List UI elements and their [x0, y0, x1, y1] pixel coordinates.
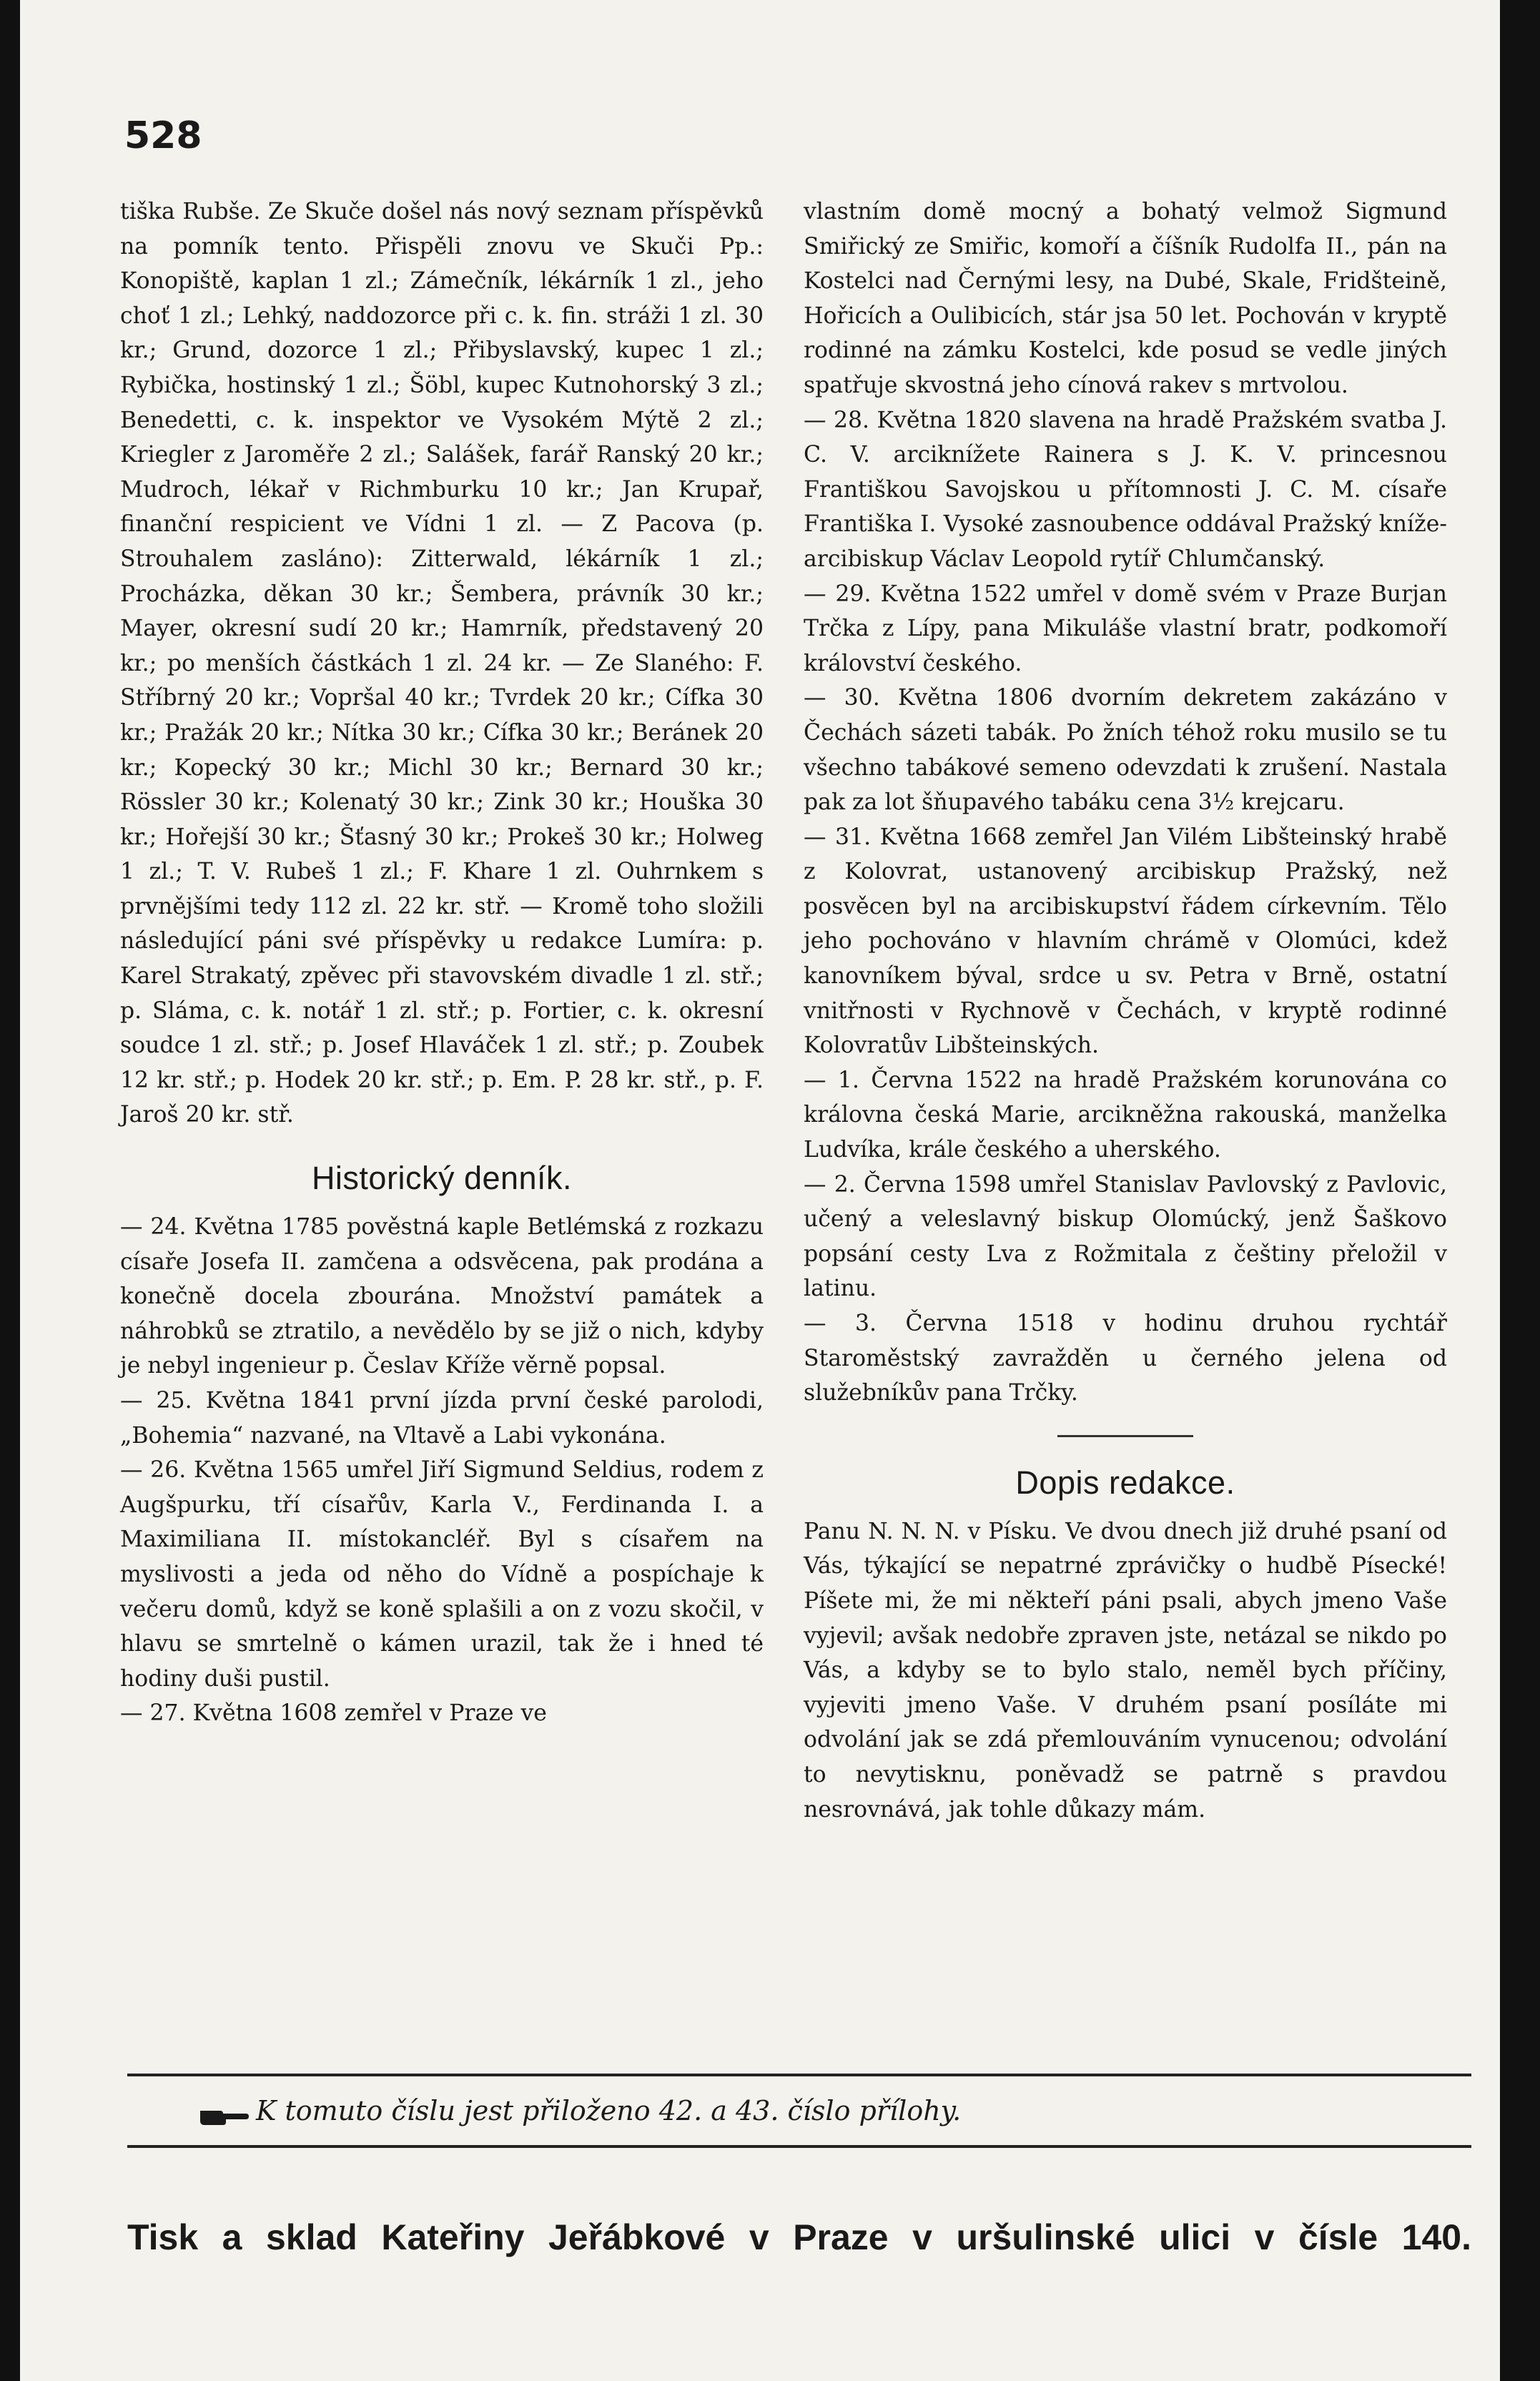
left-column — [120, 194, 764, 1731]
scan-border-left — [0, 0, 20, 2381]
supplement-notice: K tomuto číslu jest přiloženo 42. a 43. číslo přílohy. — [256, 2095, 962, 2126]
diary-entry: — 27. Května 1608 zemřel v Praze ve — [120, 1700, 547, 1727]
diary-entry: — 26. Května 1565 umřel Jiří Sigmund Seldius, rodem z Augšpurku, tří císařův, Karla V., Ferdinanda I. a Maximiliana II. místokancléř. Byl s císařem na myslivosti a jeda od něho do Vídně a pospíchaje k večeru domů, když se koně splašili a on z vozu skočil, v hlavu se smrtelně o kámen urazil, tak že i hned té hodiny duši pustil. — [120, 1457, 764, 1692]
footer-rule-top — [127, 2074, 1471, 2076]
right-column — [804, 194, 1447, 1827]
printer-imprint: Tisk a sklad Kateřiny Jeřábkové v Praze v uršulinské ulici v čísle 140. — [127, 2217, 1471, 2257]
diary-entry: — 3. Června 1518 v hodinu druhou rychtář Staroměstský zavražděn u černého jelena od služebníkův pana Trčky. — [804, 1311, 1447, 1406]
diary-entry: — 30. Května 1806 dvorním dekretem zakázáno v Čechách sázeti tabák. Po žních téhož roku musilo se tu všechno tabákové semeno odevzdati k zrušení. Nastala pak za lot šňupavého tabáku cena 3½ krejcaru. — [804, 685, 1447, 816]
newspaper-page — [20, 0, 1500, 2381]
diary-entry: — 25. Května 1841 první jízda první české parolodi, „Bohemia“ nazvané, na Vltavě a Labi vykonána. — [120, 1388, 764, 1449]
editorial-letter-heading: Dopis redakce. — [1015, 1464, 1235, 1501]
diary-entry: — 28. Května 1820 slavena na hradě Pražském svatba J. C. V. arciknížete Rainera s J. K. V. princesnou Františkou Savojskou u přítomnosti J. C. M. císaře Františka I. Vysoké zasnoubence oddával Pražský kníže-arcibiskup Václav Leopold rytíř Chlumčanský. — [804, 407, 1447, 572]
scan-border-right — [1500, 0, 1540, 2381]
diary-entry: — 31. Května 1668 zemřel Jan Vilém Libšteinský hrabě z Kolovrat, ustanovený arcibiskup Pražský, než posvěcen byl na arcibiskupství řádem církevním. Tělo jeho pochováno v hlavním chrámě v Olomúci, kdež kanovníkem býval, srdce u sv. Petra v Brně, ostatní vnitřnosti v Rychnově v Čechách, v kryptě rodinné Kolovratův Libšteinských. — [804, 824, 1447, 1059]
donation-list: tiška Rubše. Ze Skuče došel nás nový seznam příspěvků na pomník tento. Přispěli znovu ve Skuči Pp.: Konopiště, kaplan 1 zl.; Zámečník, lékárník 1 zl., jeho choť 1 zl.; Lehký, naddozorce při c. k. fin. stráži 1 zl. 30 kr.; Grund, dozorce 1 zl.; Přibyslavský, kupec 1 zl.; Rybička, hostinský 1 zl.; Šöbl, kupec Kutnohorský 3 zl.; Benedetti, c. k. inspektor ve Vysokém Mýtě 2 zl.; Kriegler z Jaroměře 2 zl.; Salášek, farář Ranský 20 kr.; Mudroch, lékař v Richmburku 10 kr.; Jan Krupař, finanční respicient ve Vídni 1 zl. — Z Pacova (p. Strouhalem zasláno): Zitterwald, lékárník 1 zl.; Procházka, děkan 30 kr.; Šembera, právník 30 kr.; Mayer, okresní sudí 20 kr.; Hamrník, představený 20 kr.; po menších částkách 1 zl. 24 kr. — Ze Slaného: F. Stříbrný 20 kr.; Vopršal 40 kr.; Tvrdek 20 kr.; Cífka 30 kr.; Pražák 20 kr.; Nítka 30 kr.; Cífka 30 kr.; Beránek 20 kr.; Kopecký 30 kr.; Michl 30 kr.; Bernard 30 kr.; Rössler 30 kr.; Kolenatý 30 kr.; Zink 30 kr.; Houška 30 kr.; Hořejší 30 kr.; Šťasný 30 kr.; Prokeš 30 kr.; Holweg 1 zl.; T. V. Rubeš 1 zl.; F. Khare 1 zl. Ouhrnkem s prvnějšími tedy 112 zl. 22 kr. stř. — Kromě toho složili následující páni své příspěvky u redakce Lumíra: p. Karel Strakatý, zpěvec při stavovském divadle 1 zl. stř.; p. Sláma, c. k. notář 1 zl. stř.; p. Fortier, c. k. okresní soudce 1 zl. stř.; p. Josef Hlaváček 1 zl. stř.; p. Zoubek 12 kr. stř.; p. Hodek 20 kr. stř.; p. Em. P. 28 kr. stř., p. F. Jaroš 20 kr. stř. — [120, 199, 764, 1128]
page-number: 528 — [124, 114, 202, 157]
diary-entry: — 29. Května 1522 umřel v domě svém v Praze Burjan Trčka z Lípy, pana Mikuláše vlastní bratr, podkomoří království českého. — [804, 581, 1447, 676]
diary-entry: — 2. Června 1598 umřel Stanislav Pavlovský z Pavlovic, učený a veleslavný biskup Olomúcký, jenž Šaškovo popsání cesty Lva z Rožmitala z češtiny přeložil v latinu. — [804, 1171, 1447, 1302]
diary-entry: — 1. Června 1522 na hradě Pražském korunována co královna česká Marie, arcikněžna rakouská, manželka Ludvíka, krále českého a uherského. — [804, 1067, 1447, 1163]
diary-entry: — 24. Května 1785 pověstná kaple Betlémská z rozkazu císaře Josefa II. zamčena a odsvěcena, pak prodána a konečně docela zbourána. Množství památek a náhrobků se ztratilo, a nevědělo by se již o nich, kdyby je nebyl ingenieur p. Česlav Kříže věrně popsal. — [120, 1214, 764, 1379]
diary-entry: vlastním domě mocný a bohatý velmož Sigmund Smiřický ze Smiřic, komoří a číšník Rudolfa II., pán na Kostelci nad Černými lesy, na Dubé, Skale, Fridšteině, Hořicích a Oulibicích, stár jsa 50 let. Pochován v kryptě rodinné na zámku Kostelci, kde posud se vedle jiných spatřuje skvostná jeho cínová rakev s mrtvolou. — [804, 199, 1447, 398]
footer-rule-bottom — [127, 2145, 1471, 2148]
section-separator — [1057, 1435, 1193, 1437]
pointing-hand-icon — [199, 2105, 249, 2132]
historical-diary-heading: Historický denník. — [311, 1160, 573, 1197]
editorial-letter-text: Panu N. N. N. v Písku. Ve dvou dnech již druhé psaní od Vás, týkající se nepatrné zprávičky o hudbě Písecké! Píšete mi, že mi někteří páni psali, abych jmeno Vaše vyjevil; avšak nedobře zpraven jste, netázal se nikdo po Vás, a kdyby se to bylo stalo, neměl bych příčiny, vyjeviti jmeno Vaše. V druhém psaní posíláte mi odvolání jak se zdá přemlouváním vynucenou; odvolání to nevytisknu, poněvadž se patrně s pravdou nesrovnává, jak tohle důkazy mám. — [804, 1518, 1447, 1823]
